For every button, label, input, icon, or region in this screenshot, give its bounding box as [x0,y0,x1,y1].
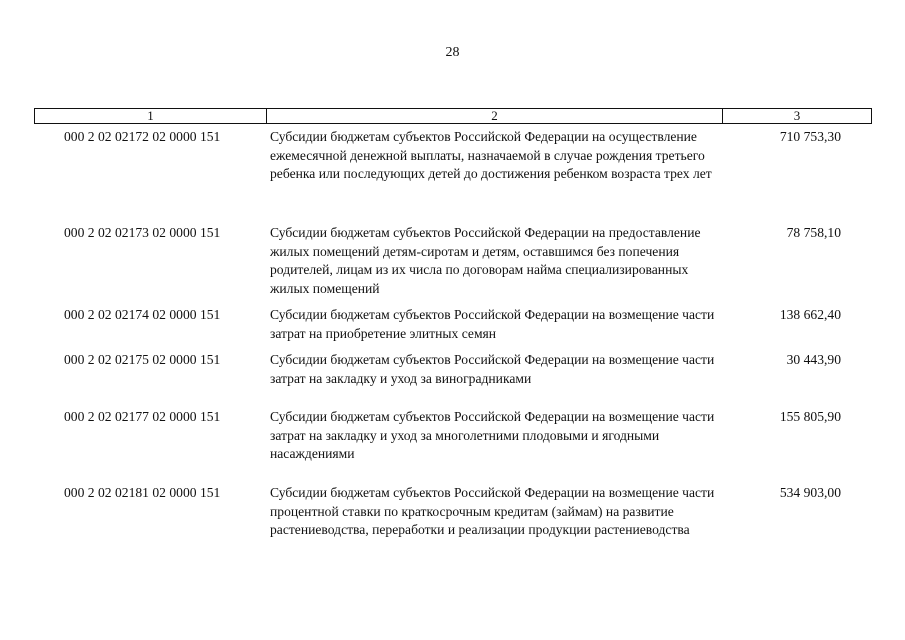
budget-code: 000 2 02 02174 02 0000 151 [64,307,221,322]
table-row [34,128,872,184]
row-amount: 155 805,90 [779,409,841,424]
row-amount: 710 753,30 [779,129,841,144]
row-description: Субсидии бюджетам субъектов Российской Федерации на возмещение части затрат на закладку и уход за многолетними плодовыми и ягодными насаждениями [270,409,715,461]
page-number: 28 [445,45,460,60]
row-description: Субсидии бюджетам субъектов Российской Федерации на осуществление ежемесячной денежной выплаты, назначаемой в случае рождения третьего ребенка или последующих детей до достижения ребенком возраста трех лет [270,129,712,181]
table-row [34,224,872,298]
budget-code: 000 2 02 02173 02 0000 151 [64,225,221,240]
row-description: Субсидии бюджетам субъектов Российской Федерации на возмещение части затрат на закладку и уход за виноградниками [270,352,715,386]
row-amount: 534 903,00 [779,485,841,500]
header-col-2: 2 [267,109,723,123]
table-row [34,408,872,464]
row-amount: 138 662,40 [779,307,841,322]
table-header [34,108,872,124]
row-description: Субсидии бюджетам субъектов Российской Федерации на возмещение части затрат на приобретение элитных семян [270,307,715,341]
row-amount: 30 443,90 [786,352,841,367]
row-description: Субсидии бюджетам субъектов Российской Федерации на предоставление жилых помещений детям-сиротам и детям, оставшимся без попечения родителей, лицам из их числа по договорам найма специализированных жилых помещений [270,225,701,296]
header-col-3: 3 [793,108,801,123]
header-col-1: 1 [35,109,267,123]
table-row [34,351,872,388]
table-row [34,484,872,540]
budget-code: 000 2 02 02181 02 0000 151 [64,485,221,500]
row-description: Субсидии бюджетам субъектов Российской Федерации на возмещение части процентной ставки по краткосрочным кредитам (займам) на развитие растениеводства, переработки и реализации продукции растениеводства [270,485,715,537]
table-row [34,306,872,343]
budget-code: 000 2 02 02175 02 0000 151 [64,352,221,367]
row-amount: 78 758,10 [786,225,841,240]
budget-code: 000 2 02 02177 02 0000 151 [64,409,221,424]
budget-code: 000 2 02 02172 02 0000 151 [64,129,221,144]
